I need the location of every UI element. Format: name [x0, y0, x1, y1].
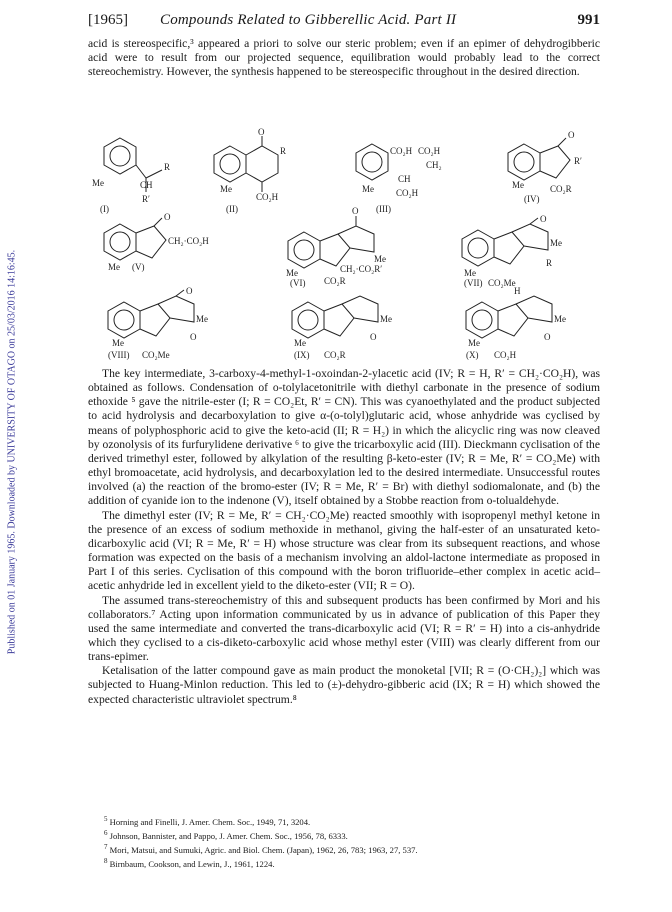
footnote	[104, 814, 604, 828]
atom-Me: Me	[554, 314, 566, 324]
paragraph-dimethyl-ester: The dimethyl ester (IV; R = Me, R′ = CH₂·CO₂Me) reacted smoothly with isopropenyl methyl ketone in the presence of an excess of sodium methoxide in methanol, giving the half-ester of an unsaturated keto-dicarboxylic acid (VI; R = Me, R′ = H) whose structure was clear from its subsequent reactions, and whose formation was expected on the basis of a mechanism involving an aldol-lactone intermediate as proposed in Part I of this series. Cyclisation of this compound with the boron trifluoride–ether complex in acetic acid–acetic anhydride led in excellent yield to the diketo-ester (VII; R = O).	[88, 508, 600, 593]
structure-X	[466, 286, 566, 360]
atom-CO2R: CO₂R	[550, 184, 572, 194]
paragraph-key-intermediate: The key intermediate, 3-carboxy-4-methyl-1-oxoindan-2-ylacetic acid (IV; R = H, R′ = CH₂·CO₂H), was obtained as follows. Condensation of o-tolylacetonitrile with diethyl carbonate in the presence of sodium ethoxide ⁵ gave the nitrile-ester (I; R = CO₂Et, R′ = CN). This was cyanoethylated and the product subjected to acid hydrolysis and decarboxylation to give α-(o-tolyl)glutaric acid, whose anhydride was cyclised by means of polyphosphoric acid to give the keto-acid (II; R = H₂) in which the alicyclic ring was now cleaved by ozonolysis of its furfurylidene derivative ⁶ to give the tricarboxylic acid (III). Dieckmann cyclisation of the derived trimethyl ester, followed by alkylation of the resulting β-keto-ester (IV; R = Me, R′ = CO₂Me) with ethyl bromoacetate, acid hydrolysis, and decarboxylation led to the desired intermediate. Unsuccessful routes involved (a) the reaction of the bromo-ester (IV; R = Me, R′ = Br) with diethyl sodiomalonate, and (b) the addition of cyanide ion to the indenone (V), itself obtained by a Stobbe reaction from o-tolualdehyde.	[88, 367, 600, 508]
atom-Me: Me	[362, 184, 374, 194]
structure-IX	[292, 296, 392, 360]
atom-O: O	[352, 206, 359, 216]
atom-Me: Me	[512, 180, 524, 190]
atom-CH2CO2R-prime: CH₂·CO₂R′	[340, 264, 383, 274]
structure-IV	[508, 130, 582, 204]
atom-O: O	[164, 212, 171, 222]
page-number: 991	[577, 12, 600, 28]
label-X: (X)	[466, 350, 479, 360]
header-year: [1965]	[88, 12, 128, 28]
structure-diagram	[80, 126, 610, 362]
atom-H: H	[514, 286, 521, 296]
label-IX: (IX)	[294, 350, 310, 360]
atom-R-prime: R′	[142, 194, 150, 204]
structure-II	[214, 127, 286, 214]
label-VI: (VI)	[290, 278, 306, 288]
atom-CO2H: CO₂H	[494, 350, 517, 360]
label-IV: (IV)	[524, 194, 540, 204]
label-I: (I)	[100, 204, 109, 214]
page-header	[88, 12, 600, 32]
atom-Me: Me	[294, 338, 306, 348]
footnote	[104, 828, 604, 842]
atom-Me: Me	[108, 262, 120, 272]
structure-V	[104, 212, 209, 272]
footnotes	[104, 814, 604, 869]
footnote-number: 5	[104, 815, 108, 823]
atom-CH2: CH₂	[426, 160, 442, 170]
atom-O: O	[568, 130, 575, 140]
structure-I	[92, 138, 170, 214]
footnote-text: Mori, Matsui, and Sumuki, Agric. and Biol. Chem. (Japan), 1962, 26, 783; 1963, 27, 537.	[109, 844, 418, 855]
label-III: (III)	[376, 204, 391, 214]
atom-CO2Me: CO₂Me	[488, 278, 516, 288]
structure-VII	[462, 214, 562, 288]
running-title: Compounds Related to Gibberellic Acid. Part II	[160, 12, 457, 28]
atom-R-prime: R′	[574, 156, 582, 166]
atom-Me: Me	[286, 268, 298, 278]
main-text-block	[88, 367, 600, 707]
atom-O: O	[370, 332, 377, 342]
atom-R: R	[546, 258, 553, 268]
atom-O: O	[544, 332, 551, 342]
label-VII: (VII)	[464, 278, 483, 288]
label-II: (II)	[226, 204, 238, 214]
atom-Me: Me	[374, 254, 386, 264]
atom-CO2H: CO₂H	[390, 146, 413, 156]
footnote	[104, 856, 604, 870]
download-watermark	[4, 132, 20, 772]
structure-III	[356, 144, 442, 214]
atom-R: R	[280, 146, 287, 156]
atom-Me: Me	[220, 184, 232, 194]
atom-CO2R: CO₂R	[324, 276, 346, 286]
atom-Me: Me	[112, 338, 124, 348]
atom-Me: Me	[380, 314, 392, 324]
atom-Me: Me	[196, 314, 208, 324]
footnote-text: Horning and Finelli, J. Amer. Chem. Soc., 1949, 71, 3204.	[109, 816, 311, 827]
atom-O: O	[190, 332, 197, 342]
footnote-number: 8	[104, 856, 108, 865]
label-VIII: (VIII)	[108, 350, 130, 360]
footnote-number: 7	[104, 842, 108, 851]
download-watermark-text[interactable]: Published on 01 January 1965. Downloaded by UNIVERSITY OF OTAGO on 25/03/2016 14:16:45.	[6, 249, 18, 655]
footnote-number: 6	[104, 828, 108, 837]
footnote	[104, 842, 604, 856]
structure-VI	[286, 206, 386, 288]
atom-R: R	[164, 162, 171, 172]
atom-O: O	[186, 286, 193, 296]
atom-Me: Me	[92, 178, 104, 188]
atom-CH2CO2H: CH₂·CO₂H	[168, 236, 209, 246]
paragraph-ketalisation: Ketalisation of the latter compound gave as main product the monoketal [VII; R = (O·CH₂)₂] which was subjected to Huang-Minlon reduction. This led to (±)-dehydro-gibberic acid (IX; R = H) which showed the expected characteristic ultraviolet spectrum.⁸	[88, 664, 600, 706]
structures-figure	[80, 126, 610, 362]
structure-VIII	[108, 286, 208, 360]
atom-O: O	[258, 127, 265, 137]
atom-O: O	[540, 214, 547, 224]
atom-CO2H: CO₂H	[256, 192, 279, 202]
paragraph-stereochemistry: The assumed trans-stereochemistry of this and subsequent products has been confirmed by Mori and his collaborators.⁷ Acting upon information communicated by us in advance of publication of this Paper they used the same intermediate and converted the trans-dicarboxylic acid (VI; R = R′ = H) into a cis-anhydride which they cyclised to a cis-diketo-carboxylic acid whose methyl ester (VIII) was clearly different from our trans-epimer.	[88, 593, 600, 664]
footnote-text: Johnson, Bannister, and Pappo, J. Amer. Chem. Soc., 1956, 78, 6333.	[109, 830, 348, 841]
atom-CO2H: CO₂H	[418, 146, 441, 156]
intro-text-block	[88, 37, 600, 79]
atom-Me: Me	[550, 238, 562, 248]
atom-CH: CH	[398, 174, 411, 184]
intro-paragraph: acid is stereospecific,³ appeared a priori to solve our steric problem; even if an epimer of dehydrogibberic acid were to result from our projected sequence, equilibration would probably lead to the correct stereochemistry. However, the synthesis happened to be stereospecific throughout in the desired direction.	[88, 37, 600, 79]
atom-Me: Me	[468, 338, 480, 348]
footnote-text: Birnbaum, Cookson, and Lewin, J., 1961, 1224.	[109, 858, 275, 869]
label-V: (V)	[132, 262, 145, 272]
atom-CO2R: CO₂R	[324, 350, 346, 360]
atom-CO2H: CO₂H	[396, 188, 419, 198]
atom-Me: Me	[464, 268, 476, 278]
atom-CO2Me: CO₂Me	[142, 350, 170, 360]
atom-CH: CH	[140, 180, 153, 190]
